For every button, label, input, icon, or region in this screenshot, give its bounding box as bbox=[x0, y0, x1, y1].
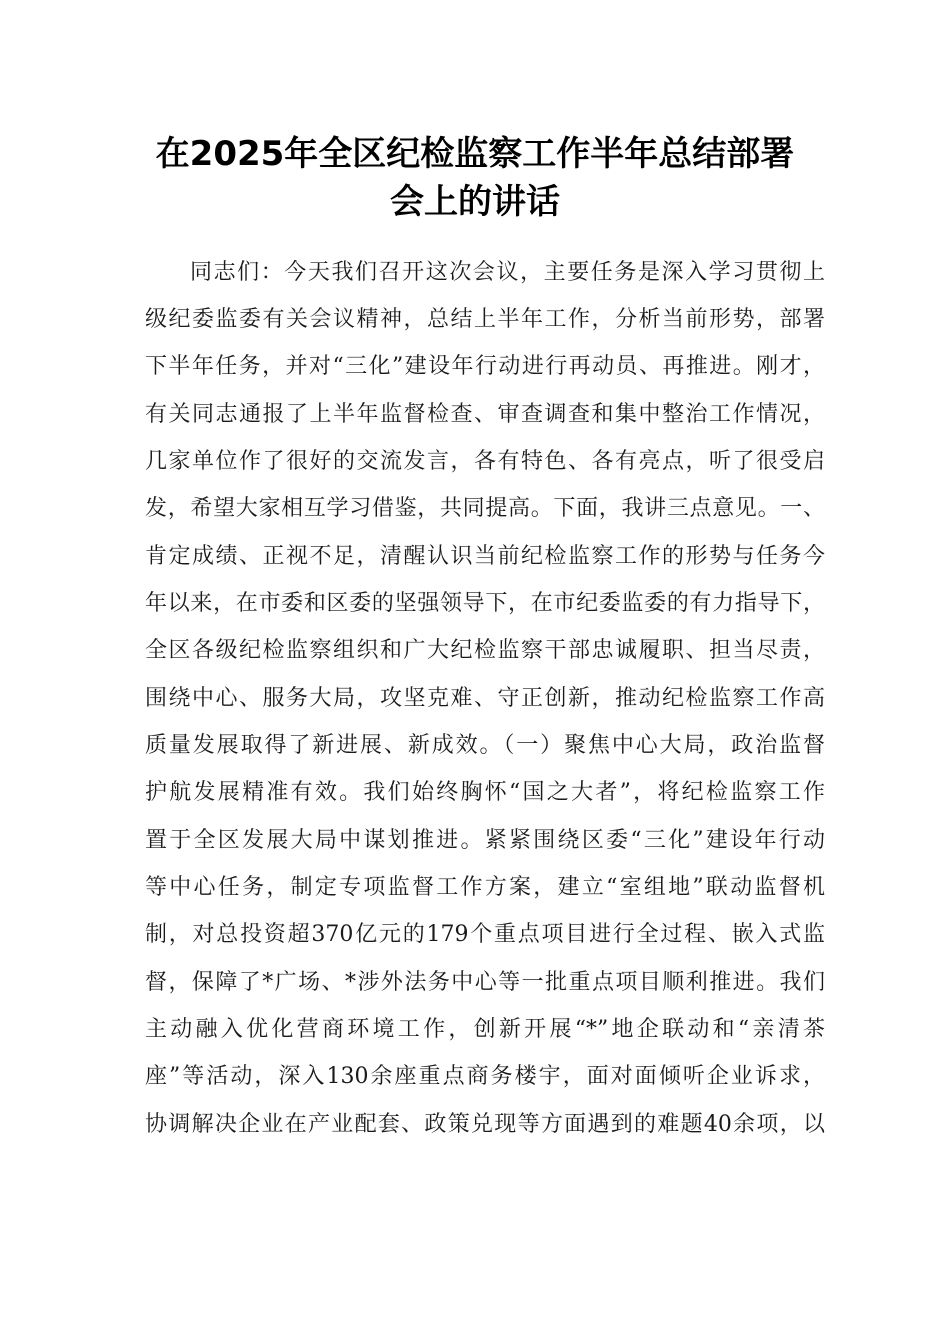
body-text-line: 等中心任务，制定专项监督工作方案，建立“室组地”联动监督机 bbox=[145, 875, 825, 900]
body-text-line: 级纪委监委有关会议精神，总结上半年工作，分析当前形势，部署 bbox=[145, 307, 825, 332]
body-text-line: 同志们：今天我们召开这次会议，主要任务是深入学习贯彻上 bbox=[190, 260, 825, 285]
body-text-line: 制，对总投资超370亿元的179个重点项目进行全过程、嵌入式监 bbox=[145, 922, 825, 947]
body-text-line: 协调解决企业在产业配套、政策兑现等方面遇到的难题40余项，以 bbox=[145, 1112, 825, 1137]
body-text-line: 护航发展精准有效。我们始终胸怀“国之大者”，将纪检监察工作 bbox=[145, 780, 825, 805]
body-text-line: 全区各级纪检监察组织和广大纪检监察干部忠诚履职、担当尽责， bbox=[145, 638, 825, 663]
body-text-line: 质量发展取得了新进展、新成效。（一）聚焦中心大局，政治监督 bbox=[145, 733, 825, 758]
body-text-line: 发，希望大家相互学习借鉴，共同提高。下面，我讲三点意见。一、 bbox=[145, 496, 825, 521]
body-text-line: 年以来，在市委和区委的坚强领导下，在市纪委监委的有力指导下， bbox=[145, 591, 825, 616]
body-text-line: 有关同志通报了上半年监督检查、审查调查和集中整治工作情况， bbox=[145, 402, 825, 427]
document-title-line-2: 会上的讲话 bbox=[390, 182, 560, 222]
body-text-line: 督，保障了*广场、*涉外法务中心等一批重点项目顺利推进。我们 bbox=[145, 970, 825, 995]
body-text-line: 几家单位作了很好的交流发言，各有特色、各有亮点，听了很受启 bbox=[145, 449, 825, 474]
body-text-line: 座”等活动，深入130余座重点商务楼宇，面对面倾听企业诉求， bbox=[145, 1064, 825, 1089]
document-title-line-1: 在2025年全区纪检监察工作半年总结部署 bbox=[155, 134, 795, 174]
body-text-line: 围绕中心、服务大局，攻坚克难、守正创新，推动纪检监察工作高 bbox=[145, 686, 825, 711]
body-text-line: 置于全区发展大局中谋划推进。紧紧围绕区委“三化”建设年行动 bbox=[145, 828, 825, 853]
body-text-line: 肯定成绩、正视不足，清醒认识当前纪检监察工作的形势与任务今 bbox=[145, 544, 825, 569]
body-text-line: 主动融入优化营商环境工作，创新开展“*”地企联动和“亲清茶 bbox=[145, 1017, 825, 1042]
body-text-line: 下半年任务，并对“三化”建设年行动进行再动员、再推进。刚才， bbox=[145, 354, 825, 379]
